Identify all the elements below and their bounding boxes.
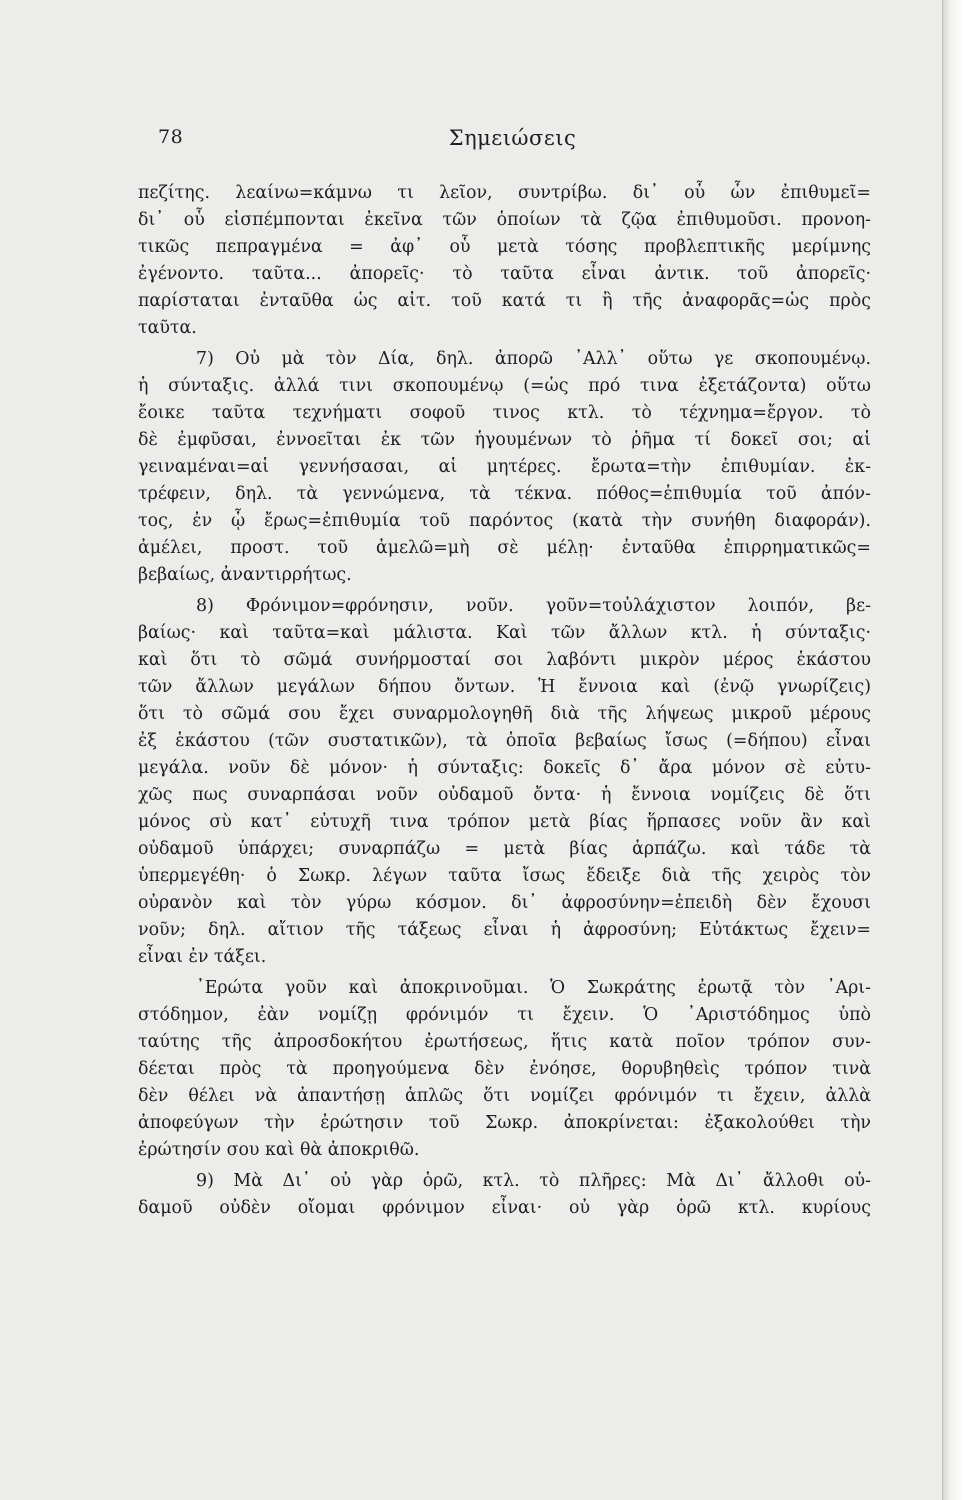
text-line: μεγάλα. νοῦν δὲ μόνον· ἡ σύνταξις: δοκεῖς δ᾿ ἄρα μόνον σὲ εὐτυ- [138,758,871,778]
text-line: πεζίτης. λεαίνω=κάμνω τι λεῖον, συντρίβω. δι᾿ οὗ ὧν ἐπιθυμεῖ= [138,183,871,203]
text-line: 7) Οὐ μὰ τὸν Δία, δηλ. ἀπορῶ ᾿Αλλ᾿ οὕτω γε σκοπουμένῳ. [196,349,871,369]
page-number: 78 [158,126,184,148]
text-line: ταῦτα. [138,318,197,338]
page-header [150,118,875,158]
text-line: ἐρώτησίν σου καὶ θὰ ἀποκριθῶ. [138,1140,420,1160]
text-line: ὑπερμεγέθη· ὁ Σωκρ. λέγων ταῦτα ἴσως ἔδειξε διὰ τῆς χειρὸς τὸν [138,866,871,886]
running-title: Σημειώσεις [448,126,577,150]
text-line: μόνος σὺ κατ᾿ εὐτυχῆ τινα τρόπον μετὰ βίας ἥρπασες νοῦν ἂν καὶ [138,812,871,832]
text-line: δι᾿ οὗ εἰσπέμπονται ἐκεῖνα τῶν ὁποίων τὰ ζῷα ἐπιθυμοῦσι. προνοη- [138,210,871,230]
text-line: παρίσταται ἐνταῦθα ὡς αἰτ. τοῦ κατά τι ἢ τῆς ἀναφορᾶς=ὡς πρὸς [138,291,871,311]
text-line: βεβαίως, ἀναντιρρήτως. [138,565,352,585]
text-line: καὶ ὅτι τὸ σῶμά συνήρμοσταί σοι λαβόντι μικρὸν μέρος ἑκάστου [138,650,871,670]
text-line: νοῦν; δηλ. αἴτιον τῆς τάξεως εἶναι ἡ ἀφροσύνη; Εὐτάκτως ἔχειν= [138,920,871,940]
text-line: ᾿Ερώτα γοῦν καὶ ἀποκρινοῦμαι. Ὁ Σωκράτης ἐρωτᾷ τὸν ᾿Αρι- [196,978,871,998]
text-line: ἀμέλει, προστ. τοῦ ἀμελῶ=μὴ σὲ μέλῃ· ἐνταῦθα ἐπιρρηματικῶς= [138,538,871,558]
text-line: βαίως· καὶ ταῦτα=καὶ μάλιστα. Καὶ τῶν ἄλλων κτλ. ἡ σύνταξις· [138,623,871,643]
text-line: οὐρανὸν καὶ τὸν γύρω κόσμον. δι᾿ ἀφροσύνην=ἐπειδὴ δὲν ἔχουσι [138,893,871,913]
text-line: 8) Φρόνιμον=φρόνησιν, νοῦν. γοῦν=τοὐλάχιστον λοιπόν, βε- [196,596,871,616]
text-line: ἔοικε ταῦτα τεχνήματι σοφοῦ τινος κτλ. τὸ τέχνημα=ἔργον. τὸ [138,403,871,423]
text-line: τῶν ἄλλων μεγάλων δήπου ὄντων. Ἡ ἔννοια καὶ (ἐνῷ γνωρίζεις) [138,677,871,697]
text-line: δέεται πρὸς τὰ προηγούμενα δὲν ἐνόησε, θορυβηθεὶς τρόπον τινὰ [138,1059,871,1079]
text-line: ἀποφεύγων τὴν ἐρώτησιν τοῦ Σωκρ. ἀποκρίνεται: ἐξακολούθει τὴν [138,1113,871,1133]
text-line: γειναμέναι=αἱ γεννήσασαι, αἱ μητέρες. ἔρωτα=τὴν ἐπιθυμίαν. ἐκ- [138,457,871,477]
commentary-text [138,180,871,1222]
text-line: τος, ἐν ᾧ ἔρως=ἐπιθυμία τοῦ παρόντος (κατὰ τὴν συνήθη διαφοράν). [138,511,871,531]
scan-margin [942,0,965,1500]
text-line: οὐδαμοῦ ὑπάρχει; συναρπάζω = μετὰ βίας ἁρπάζω. καὶ τάδε τὰ [138,839,871,859]
text-line: τρέφειν, δηλ. τὰ γεννώμενα, τὰ τέκνα. πόθος=ἐπιθυμία τοῦ ἀπόν- [138,484,871,504]
text-line: ὅτι τὸ σῶμά σου ἔχει συναρμολογηθῆ διὰ τῆς λήψεως μικροῦ μέρους [138,704,871,724]
text-line: ἐξ ἑκάστου (τῶν συστατικῶν), τὰ ὁποῖα βεβαίως ἴσως (=δήπου) εἶναι [138,731,871,751]
text-line: ἡ σύνταξις. ἀλλά τινι σκοπουμένῳ (=ὡς πρό τινα ἐξετάζοντα) οὕτω [138,376,871,396]
text-line: εἶναι ἐν τάξει. [138,947,267,967]
text-line: ταύτης τῆς ἀπροσδοκήτου ἐρωτήσεως, ἥτις κατὰ ποῖον τρόπον συν- [138,1032,871,1052]
text-line: 9) Μὰ Δι᾿ οὐ γὰρ ὁρῶ, κτλ. τὸ πλῆρες: Μὰ Δι᾿ ἄλλοθι οὐ- [196,1171,871,1191]
text-line: ἐγένοντο. ταῦτα... ἀπορεῖς· τὸ ταῦτα εἶναι ἀντικ. τοῦ ἀπορεῖς· [138,264,871,284]
text-line: δὲ ἐμφῦσαι, ἐννοεῖται ἐκ τῶν ἡγουμένων τὸ ῥῆμα τί δοκεῖ σοι; αἱ [138,430,871,450]
text-line: δαμοῦ οὐδὲν οἴομαι φρόνιμον εἶναι· οὐ γὰρ ὁρῶ κτλ. κυρίους [138,1198,871,1218]
text-line: στόδημον, ἐὰν νομίζῃ φρόνιμόν τι ἔχειν. Ὁ ᾿Αριστόδημος ὑπὸ [138,1005,871,1025]
text-line: δὲν θέλει νὰ ἀπαντήσῃ ἁπλῶς ὅτι νομίζει φρόνιμόν τι ἔχειν, ἀλλὰ [138,1086,871,1106]
text-line: χῶς πως συναρπάσαι νοῦν οὐδαμοῦ ὄντα· ἡ ἔννοια νομίζεις δὲ ὅτι [138,785,871,805]
text-line: τικῶς πεπραγμένα = ἀφ᾿ οὗ μετὰ τόσης προβλεπτικῆς μερίμνης [138,237,871,257]
